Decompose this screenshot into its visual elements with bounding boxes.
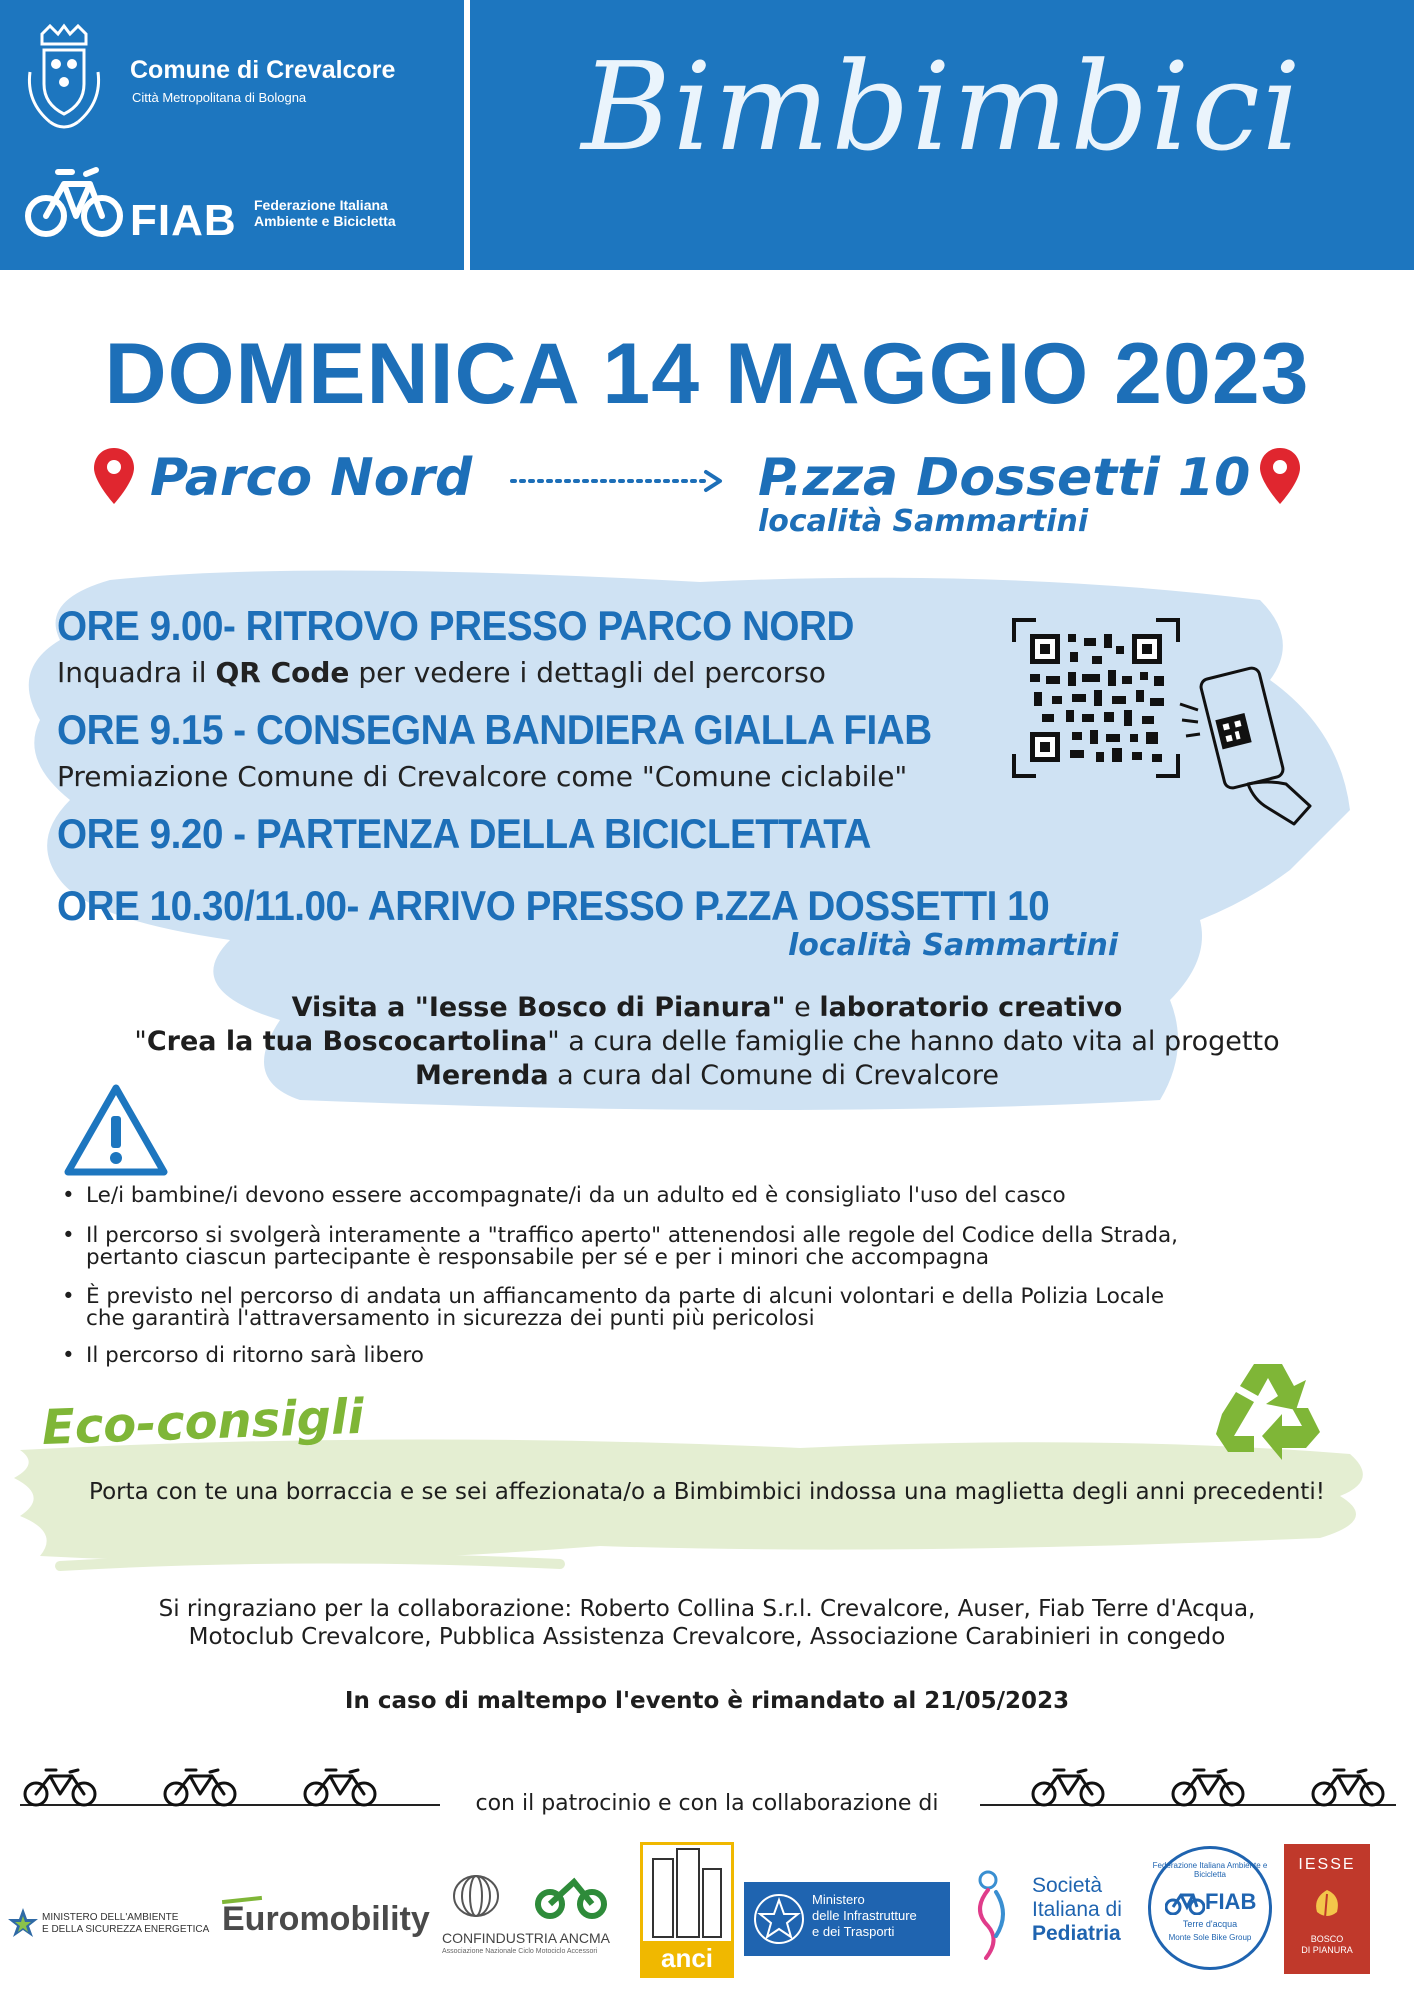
- bicycle-icon: [305, 1770, 375, 1805]
- confindustria-name: CONFINDUSTRIA ANCMA: [442, 1930, 611, 1946]
- logo-iesse: [1284, 1844, 1370, 1974]
- logo-anci: [640, 1842, 734, 1978]
- fiab-badge-sub2: Monte Sole Bike Group: [1168, 1933, 1252, 1942]
- fiab-logo-subtitle: [254, 197, 454, 229]
- iesse-sub-2: DI PIANURA: [1301, 1945, 1353, 1955]
- activities-line-3: Merenda a cura dal Comune di Crevalcore: [414, 1060, 1000, 1091]
- ancma-icon: [534, 1876, 610, 1920]
- fiab-badge-name: FIAB: [1205, 1889, 1257, 1914]
- mase-line-2: E DELLA SICUREZZA ENERGETICA: [42, 1924, 210, 1935]
- rule-line: che garantirà l'attraversamento in sicurezza dei punti più pericolosi: [86, 1306, 815, 1331]
- schedule-item-4-locality: località Sammartini: [788, 928, 1119, 963]
- schedule-item-2-detail: Premiazione Comune di Crevalcore come "Comune ciclabile": [57, 760, 908, 793]
- bicycle-icon: [25, 1770, 95, 1805]
- confindustria-sub: Associazione Nazionale Ciclo Motociclo Accessori: [442, 1948, 598, 1955]
- iesse-sub-1: BOSCO: [1310, 1934, 1344, 1944]
- weather-notice: In caso di maltempo l'evento è rimandato al 21/05/2023: [344, 1688, 1070, 1714]
- comune-name: Comune di Crevalcore: [130, 56, 396, 84]
- star-icon: [6, 1906, 40, 1940]
- recycle-icon: [1212, 1356, 1324, 1464]
- mit-line-2: delle Infrastrutture: [812, 1908, 917, 1923]
- thanks-line-2: Motoclub Crevalcore, Pubblica Assistenza Crevalcore, Associazione Carabinieri in congedo: [188, 1624, 1226, 1650]
- route-end: P.zza Dossetti 10: [758, 448, 1251, 508]
- rule-item: • Il percorso di ritorno sarà libero: [62, 1345, 424, 1367]
- event-title: Bimbimbici: [581, 36, 1303, 178]
- leaf-icon: [1309, 1886, 1345, 1922]
- bicycle-row: [0, 1760, 1414, 1808]
- iesse-name: IESSE: [1298, 1856, 1356, 1873]
- fiab-ring-text: Federazione Italiana Ambiente e Bicicletta: [1152, 1861, 1268, 1879]
- mase-line-1: MINISTERO DELL'AMBIENTE: [42, 1912, 179, 1923]
- confindustria-icon: [448, 1872, 504, 1920]
- rule-item: [62, 1286, 1164, 1330]
- fiab-logo-text: FIAB: [130, 196, 237, 245]
- activities-line-2: "Crea la tua Boscocartolina" a cura delle famiglie che hanno dato vita al progetto: [134, 1026, 1280, 1057]
- event-date: DOMENICA 14 MAGGIO 2023: [104, 326, 1310, 422]
- location-pin-icon: [92, 446, 136, 506]
- sip-line-2: Italiana di: [1032, 1898, 1122, 1921]
- rule-line: pertanto ciascun partecipante è responsabile per sé e per i minori che accompagna: [86, 1245, 990, 1270]
- tower-icon: [643, 1845, 731, 1941]
- schedule-item-1-detail: Inquadra il QR Code per vedere i dettagli del percorso: [57, 656, 826, 689]
- logo-fiab-terre-dacqua: [1148, 1846, 1272, 1970]
- warning-icon: [64, 1082, 168, 1178]
- bicycle-icon: [1173, 1770, 1243, 1805]
- dotted-arrow-icon: [508, 466, 728, 496]
- schedule-item-2-title: ORE 9.15 - CONSEGNA BANDIERA GIALLA FIAB: [57, 706, 932, 753]
- rule-item: • Le/i bambine/i devono essere accompagnate/i da un adulto ed è consigliato l'uso del casco: [62, 1185, 1066, 1207]
- bicycle-icon: [24, 160, 124, 240]
- activities-line-1: Visita a "Iesse Bosco di Pianura" e laboratorio creativo: [291, 992, 1123, 1023]
- patrocinio-text: con il patrocinio e con la collaborazione di: [475, 1791, 939, 1816]
- anci-label: anci: [643, 1941, 731, 1975]
- fiab-sub-line-1: Federazione Italiana: [254, 197, 388, 213]
- schedule-item-4-title: ORE 10.30/11.00- ARRIVO PRESSO P.ZZA DOSSETTI 10: [57, 882, 1050, 929]
- bicycle-icon: [1313, 1770, 1383, 1805]
- rule-line: • Il percorso si svolgerà interamente a "traffico aperto" attenendosi alle regole del Codice della Strada,: [86, 1223, 1178, 1248]
- logo-sip: [966, 1864, 1136, 1974]
- thanks-line-1: Si ringraziano per la collaborazione: Roberto Collina S.r.l. Crevalcore, Auser, Fiab Terre d'Acqua,: [158, 1596, 1256, 1622]
- logo-euromobility: Euromobility: [222, 1900, 430, 1938]
- sip-line-1: Società: [1032, 1874, 1103, 1897]
- bicycle-icon: [1033, 1770, 1103, 1805]
- mit-line-3: e dei Trasporti: [812, 1924, 895, 1939]
- schedule-item-3-title: ORE 9.20 - PARTENZA DELLA BICICLETTATA: [57, 810, 871, 857]
- comune-subtitle: Città Metropolitana di Bologna: [132, 90, 307, 105]
- rule-line: • È previsto nel percorso di andata un affiancamento da parte di alcuni volontari e della Polizia Locale: [86, 1284, 1165, 1309]
- mit-line-1: Ministero: [812, 1892, 865, 1907]
- crest-icon: [22, 22, 106, 134]
- rule-item: [62, 1225, 1178, 1269]
- bicycle-icon: [1165, 1889, 1205, 1915]
- qr-code-icon[interactable]: [1012, 618, 1180, 778]
- eco-title: Eco-consigli: [41, 1388, 365, 1456]
- route-end-locality: località Sammartini: [758, 504, 1089, 539]
- logo-confindustria: [442, 1872, 622, 1972]
- logo-mit: [744, 1882, 950, 1956]
- phone-scan-icon: [1178, 664, 1330, 828]
- eco-text: Porta con te una borraccia e se sei affezionata/o a Bimbimbici indossa una maglietta degli anni precedenti!: [89, 1479, 1325, 1505]
- location-pin-icon: [1258, 446, 1302, 506]
- bicycle-icon: [165, 1770, 235, 1805]
- child-figure-icon: [966, 1870, 1016, 1960]
- route-start: Parco Nord: [150, 448, 473, 508]
- emblem-icon: [752, 1892, 806, 1946]
- sip-line-3: Pediatria: [1032, 1922, 1121, 1945]
- fiab-sub-line-2: Ambiente e Bicicletta: [254, 213, 396, 229]
- fiab-badge-sub: Terre d'acqua: [1182, 1919, 1238, 1929]
- schedule-item-1-title: ORE 9.00- RITROVO PRESSO PARCO NORD: [57, 602, 854, 649]
